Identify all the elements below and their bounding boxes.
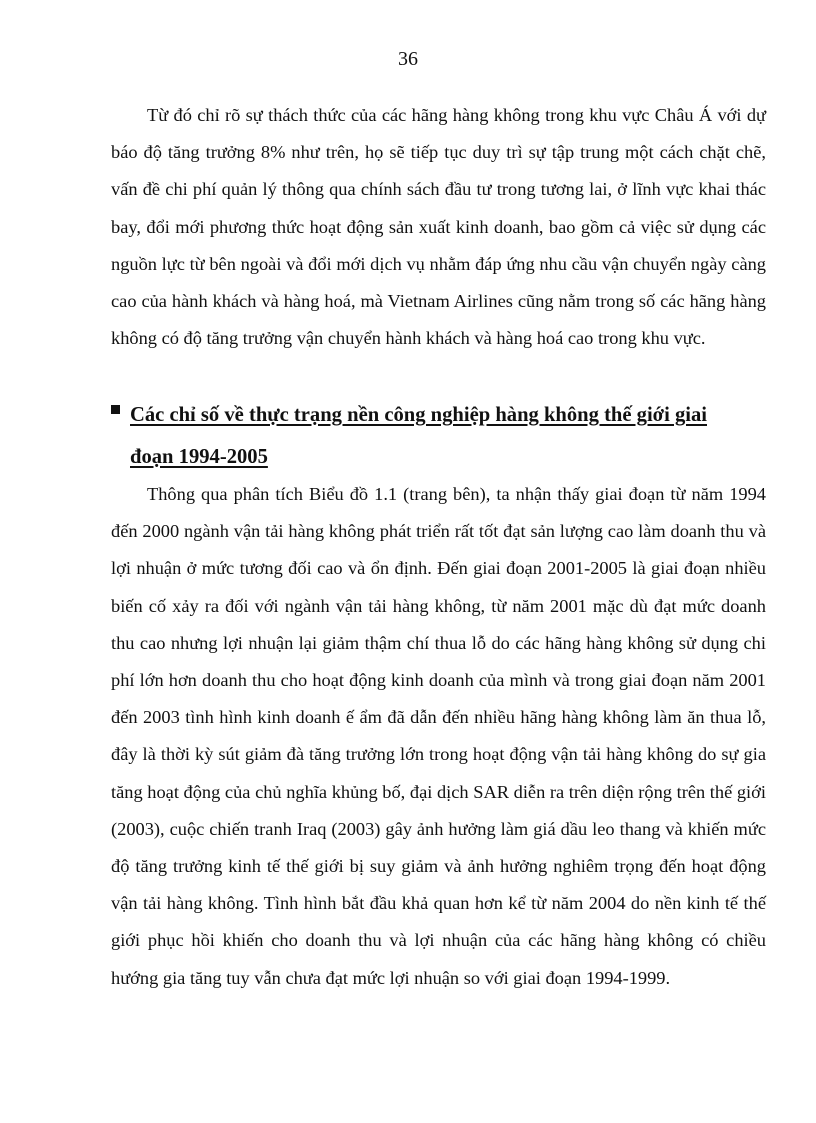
section-heading-line2: đoạn 1994-2005 — [130, 446, 268, 468]
page-number: 36 — [398, 48, 418, 70]
paragraph-text: Từ đó chỉ rõ sự thách thức của các hãng hàng không trong khu vực Châu Á với dự báo độ tăng trưởng 8% như trên, họ sẽ tiếp tục duy trì sự tập trung một cách chặt chẽ, vấn đề chi phí quản lý thông qua chính sách đầu tư trong tương lai, ở lĩnh vực khai thác bay, đổi mới phương thức hoạt động sản xuất kinh doanh, bao gồm cả việc sử dụng các nguồn lực từ bên ngoài và đổi mới dịch vụ nhằm đáp ứng nhu cầu vận chuyển ngày càng cao của hành khách và hàng hoá, mà Vietnam Airlines cũng nằm trong số các hãng hàng không có độ tăng trưởng vận chuyển hành khách và hàng hoá cao trong khu vực. — [111, 105, 766, 349]
paragraph-industry-analysis — [111, 476, 766, 997]
paragraph-asian-airlines-challenge — [111, 97, 766, 357]
section-heading — [111, 394, 771, 478]
paragraph-text: Thông qua phân tích Biểu đồ 1.1 (trang bên), ta nhận thấy giai đoạn từ năm 1994 đến 2000 ngành vận tải hàng không phát triển rất tốt đạt sản lượng cao làm doanh thu và lợi nhuận ở mức tương đối cao và ổn định. Đến giai đoạn 2001-2005 là giai đoạn nhiều biến cố xảy ra đối với ngành vận tải hàng không, từ năm 2001 mặc dù đạt mức doanh thu cao nhưng lợi nhuận lại giảm thậm chí thua lỗ do các hãng hàng không sử dụng chi phí lớn hơn doanh thu cho hoạt động kinh doanh của mình và trong giai đoạn năm 2001 đến 2003 tình hình kinh doanh ế ẩm đã dẫn đến nhiều hãng hàng không làm ăn thua lỗ, đây là thời kỳ sút giảm đà tăng trưởng lớn trong hoạt động vận tải hàng không do sự gia tăng hoạt động của chủ nghĩa khủng bố, đại dịch SAR diễn ra trên diện rộng trên thế giới (2003), cuộc chiến tranh Iraq (2003) gây ảnh hưởng làm giá dầu leo thang và khiến mức độ tăng trưởng kinh tế thế giới bị suy giảm và ảnh hưởng nghiêm trọng đến hoạt động vận tải hàng không. Tình hình bắt đầu khả quan hơn kể từ năm 2004 do nền kinh tế thế giới phục hồi khiến cho doanh thu và lợi nhuận của các hãng hàng không có chiều hướng gia tăng tuy vẫn chưa đạt mức lợi nhuận so với giai đoạn 1994-1999. — [111, 484, 766, 988]
section-heading-line1: Các chỉ số về thực trạng nền công nghiệp hàng không thế giới giai — [130, 404, 707, 426]
square-bullet-icon — [111, 405, 120, 414]
